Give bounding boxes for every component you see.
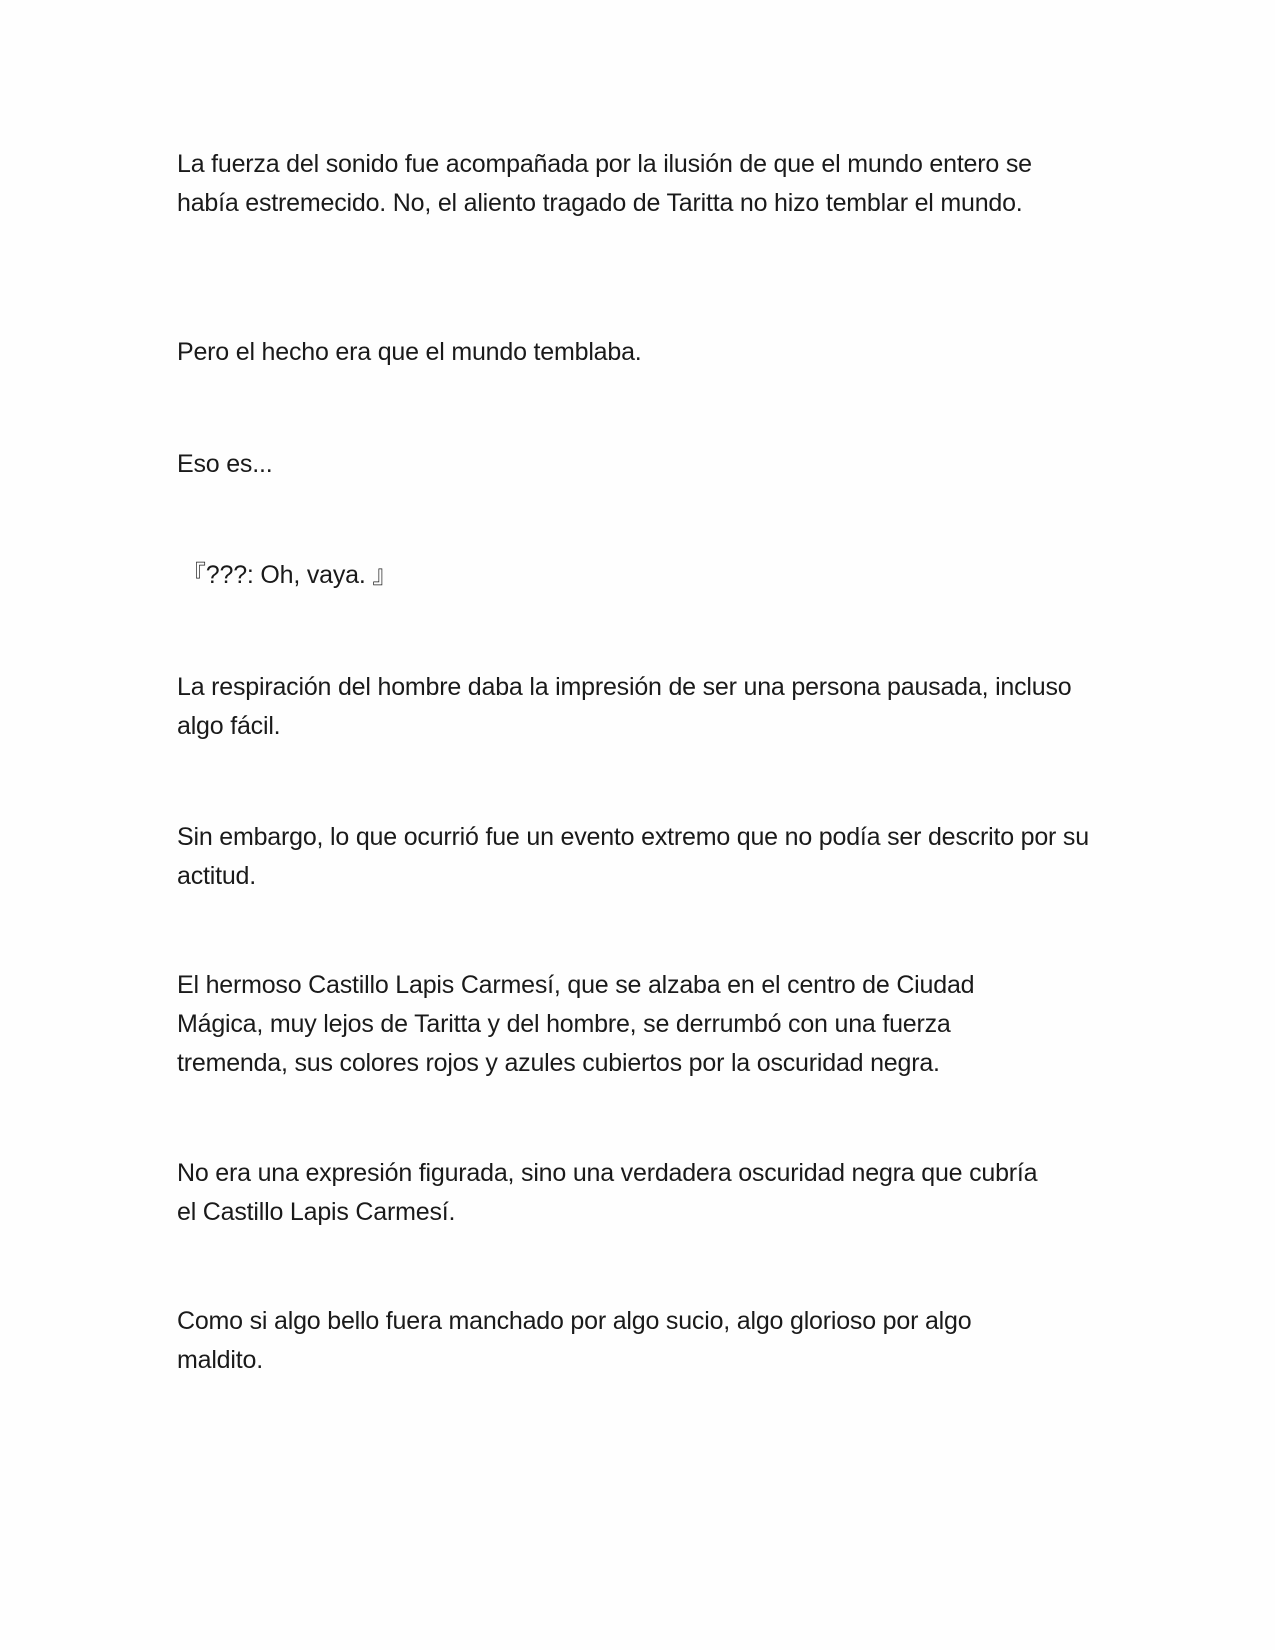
paragraph-5: La respiración del hombre daba la impresión de ser una persona pausada, incluso algo fácil.	[177, 673, 1072, 740]
paragraph-1: La fuerza del sonido fue acompañada por la ilusión de que el mundo entero se había estremecido. No, el aliento tragado de Taritta no hizo temblar el mundo.	[177, 150, 1032, 217]
paragraph-3: Eso es...	[177, 450, 273, 478]
dialogue-line: 『???: Oh, vaya. 』	[181, 561, 398, 589]
paragraph-2: Pero el hecho era que el mundo temblaba.	[177, 338, 642, 366]
paragraph-8: No era una expresión figurada, sino una verdadera oscuridad negra que cubría el Castillo Lapis Carmesí.	[177, 1159, 1038, 1226]
paragraph-9: Como si algo bello fuera manchado por algo sucio, algo glorioso por algo maldito.	[177, 1307, 972, 1374]
paragraph-7: El hermoso Castillo Lapis Carmesí, que se alzaba en el centro de Ciudad Mágica, muy lejos de Taritta y del hombre, se derrumbó con una fuerza tremenda, sus colores rojos y azules cubiertos por la oscuridad negra.	[177, 971, 975, 1077]
paragraph-6: Sin embargo, lo que ocurrió fue un evento extremo que no podía ser descrito por su actitud.	[177, 823, 1089, 890]
